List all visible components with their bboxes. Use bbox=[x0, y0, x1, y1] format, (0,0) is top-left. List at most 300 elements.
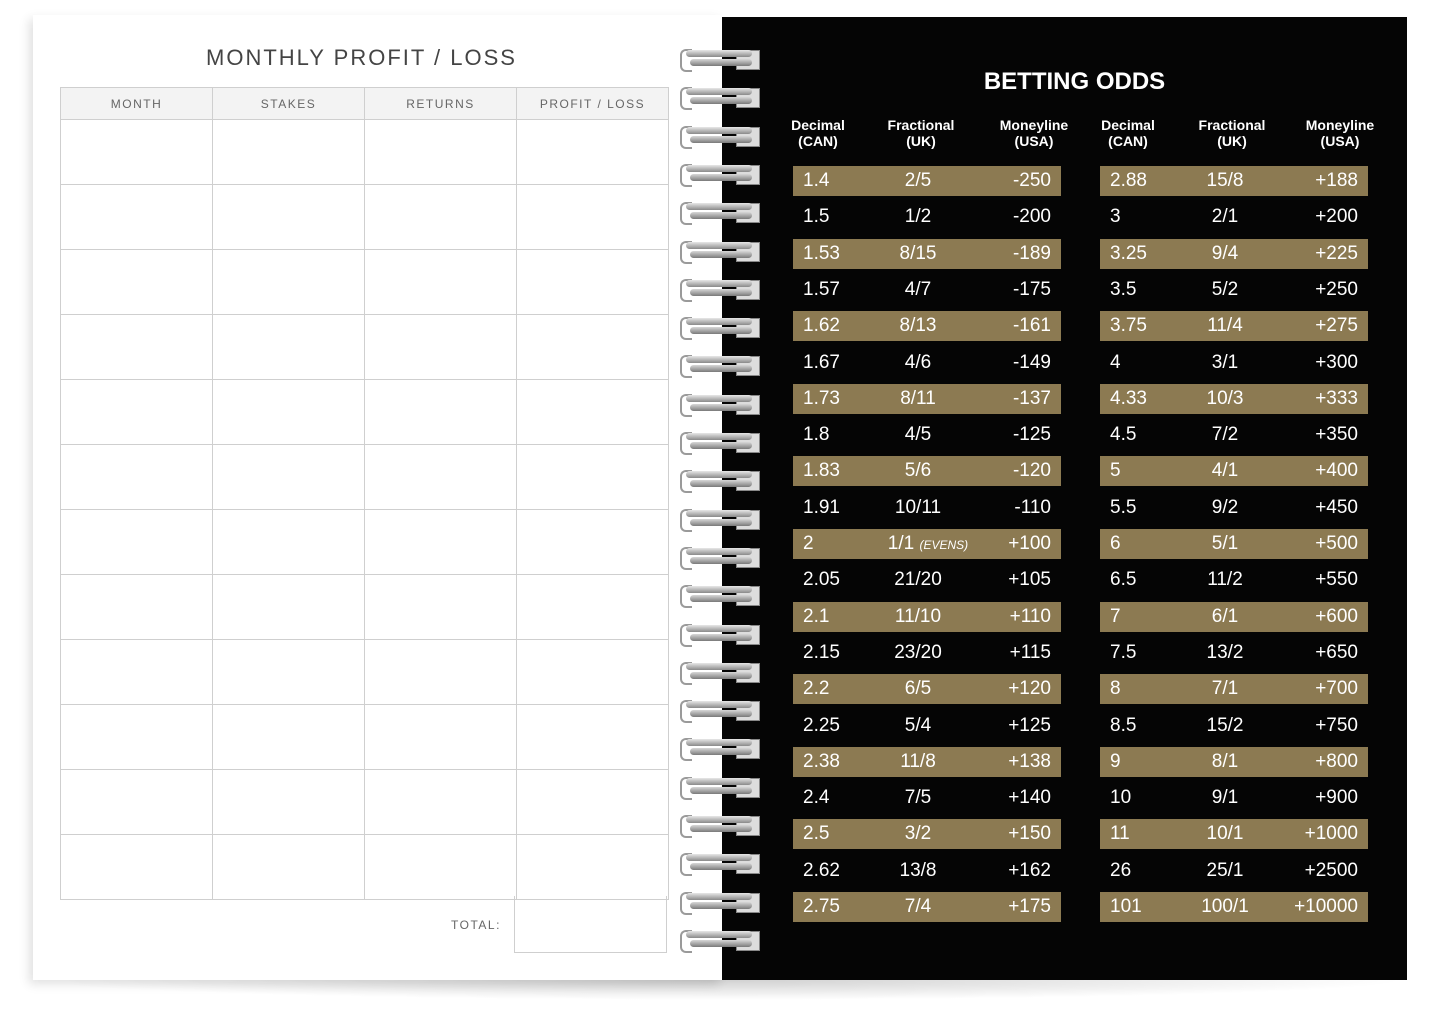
fractional-value: 8/13 bbox=[899, 315, 937, 337]
table-row bbox=[61, 640, 669, 705]
moneyline-odds: -149 bbox=[1012, 351, 1051, 373]
fractional-odds bbox=[853, 348, 983, 378]
odds-row bbox=[1100, 202, 1368, 232]
decimal-odds: 2.05 bbox=[803, 569, 840, 591]
fractional-odds bbox=[853, 166, 983, 196]
fractional-value: 9/4 bbox=[1211, 242, 1239, 264]
decimal-odds: 1.91 bbox=[803, 496, 840, 518]
moneyline-odds: -120 bbox=[1012, 460, 1051, 482]
header-returns: RETURNS bbox=[365, 88, 517, 120]
odds-row bbox=[793, 239, 1061, 269]
fractional-odds bbox=[1160, 856, 1290, 886]
fractional-odds bbox=[1160, 783, 1290, 813]
decimal-odds: 4.5 bbox=[1110, 424, 1137, 446]
fractional-odds bbox=[1160, 493, 1290, 523]
fractional-value: 6/5 bbox=[904, 678, 932, 700]
moneyline-odds: +150 bbox=[1008, 823, 1051, 845]
page-title: MONTHLY PROFIT / LOSS bbox=[206, 45, 517, 70]
fractional-odds bbox=[853, 674, 983, 704]
spiral-coil bbox=[678, 623, 764, 645]
fractional-value: 1/1 bbox=[887, 533, 915, 554]
fractional-value: 11/2 bbox=[1207, 569, 1243, 591]
decimal-odds: 8.5 bbox=[1110, 714, 1137, 736]
spiral-coil bbox=[678, 201, 764, 223]
total-label: TOTAL: bbox=[451, 918, 501, 932]
odds-row bbox=[793, 348, 1061, 378]
odds-row bbox=[793, 311, 1061, 341]
fractional-odds bbox=[1160, 166, 1290, 196]
moneyline-odds: +110 bbox=[1009, 605, 1051, 627]
decimal-odds: 7.5 bbox=[1110, 641, 1137, 663]
fractional-odds bbox=[853, 456, 983, 486]
fractional-value: 7/5 bbox=[904, 787, 932, 809]
table-cell[interactable] bbox=[365, 315, 517, 380]
moneyline-odds: +750 bbox=[1315, 714, 1358, 736]
table-cell[interactable] bbox=[213, 705, 365, 770]
table-cell[interactable] bbox=[61, 835, 213, 900]
odds-row bbox=[1100, 602, 1368, 632]
table-row bbox=[61, 120, 669, 185]
fractional-value: 5/2 bbox=[1211, 278, 1239, 300]
fractional-value: 5/4 bbox=[904, 714, 932, 736]
table-cell[interactable] bbox=[517, 120, 669, 185]
spiral-coil bbox=[678, 852, 764, 874]
moneyline-odds: +300 bbox=[1315, 351, 1358, 373]
table-cell[interactable] bbox=[213, 510, 365, 575]
table-cell[interactable] bbox=[517, 185, 669, 250]
odds-row bbox=[793, 819, 1061, 849]
spiral-coil bbox=[678, 737, 764, 759]
table-cell[interactable] bbox=[213, 445, 365, 510]
decimal-odds: 1.83 bbox=[803, 460, 840, 482]
spiral-binding bbox=[678, 40, 768, 960]
odds-column-header bbox=[1078, 117, 1178, 149]
odds-row bbox=[793, 856, 1061, 886]
table-cell[interactable] bbox=[517, 315, 669, 380]
column-header-line2: (CAN) bbox=[798, 133, 838, 149]
fractional-value: 13/8 bbox=[899, 859, 937, 881]
fractional-value: 5/1 bbox=[1211, 533, 1239, 554]
moneyline-odds: +1000 bbox=[1304, 823, 1358, 845]
fractional-odds bbox=[853, 638, 983, 668]
fractional-odds bbox=[853, 275, 983, 305]
decimal-odds: 2 bbox=[803, 533, 814, 554]
fractional-odds bbox=[1160, 420, 1290, 450]
odds-row bbox=[1100, 239, 1368, 269]
table-cell[interactable] bbox=[517, 770, 669, 835]
decimal-odds: 1.53 bbox=[803, 242, 840, 264]
table-row bbox=[61, 770, 669, 835]
decimal-odds: 1.4 bbox=[803, 170, 830, 191]
odds-row bbox=[793, 674, 1061, 704]
spiral-coil bbox=[678, 776, 764, 798]
fractional-value: 4/1 bbox=[1211, 460, 1239, 482]
table-cell[interactable] bbox=[517, 510, 669, 575]
fractional-odds bbox=[853, 493, 983, 523]
fractional-odds bbox=[853, 711, 983, 741]
spiral-coil bbox=[678, 508, 764, 530]
decimal-odds: 8 bbox=[1110, 678, 1121, 700]
decimal-odds: 2.62 bbox=[803, 859, 840, 881]
table-cell[interactable] bbox=[365, 705, 517, 770]
moneyline-odds: -175 bbox=[1012, 278, 1051, 300]
column-header-line1: Fractional bbox=[887, 117, 955, 133]
moneyline-odds: +115 bbox=[1009, 641, 1051, 663]
fractional-odds bbox=[1160, 892, 1290, 922]
decimal-odds: 2.75 bbox=[803, 896, 840, 917]
decimal-odds: 3 bbox=[1110, 206, 1121, 228]
moneyline-odds: +138 bbox=[1008, 750, 1051, 772]
fractional-odds bbox=[853, 602, 983, 632]
table-row bbox=[61, 250, 669, 315]
odds-row bbox=[793, 384, 1061, 414]
moneyline-odds: -200 bbox=[1012, 206, 1051, 228]
spiral-coil bbox=[678, 354, 764, 376]
total-box bbox=[514, 896, 667, 953]
fractional-odds bbox=[853, 384, 983, 414]
column-header-line2: (CAN) bbox=[1108, 133, 1148, 149]
fractional-value: 15/8 bbox=[1206, 170, 1244, 191]
odds-row bbox=[793, 565, 1061, 595]
odds-row bbox=[1100, 275, 1368, 305]
table-row bbox=[61, 835, 669, 900]
table-cell[interactable] bbox=[213, 575, 365, 640]
decimal-odds: 2.88 bbox=[1110, 170, 1147, 191]
decimal-odds: 10 bbox=[1110, 787, 1132, 809]
moneyline-odds: +140 bbox=[1008, 787, 1051, 809]
moneyline-odds: -161 bbox=[1012, 315, 1051, 337]
odds-row bbox=[793, 638, 1061, 668]
odds-row bbox=[793, 456, 1061, 486]
odds-row bbox=[1100, 819, 1368, 849]
moneyline-odds: +333 bbox=[1315, 387, 1358, 409]
column-header-line2: (USA) bbox=[1014, 133, 1054, 149]
fractional-value: 3/2 bbox=[904, 823, 932, 845]
odds-row bbox=[1100, 529, 1368, 559]
table-row bbox=[61, 445, 669, 510]
table-cell[interactable] bbox=[365, 120, 517, 185]
fractional-value: 6/1 bbox=[1211, 605, 1239, 627]
odds-title: BETTING ODDS bbox=[983, 68, 1166, 95]
odds-row bbox=[793, 711, 1061, 741]
fractional-odds bbox=[1160, 456, 1290, 486]
odds-row bbox=[793, 420, 1061, 450]
moneyline-odds: +650 bbox=[1315, 641, 1358, 663]
moneyline-odds: +105 bbox=[1008, 569, 1051, 591]
table-cell[interactable] bbox=[61, 575, 213, 640]
spiral-coil bbox=[678, 469, 764, 491]
fractional-value: 4/6 bbox=[904, 351, 932, 373]
fractional-odds bbox=[1160, 311, 1290, 341]
table-row bbox=[61, 575, 669, 640]
decimal-odds: 6 bbox=[1110, 533, 1121, 554]
fractional-odds bbox=[1160, 275, 1290, 305]
fractional-odds bbox=[853, 239, 983, 269]
odds-row bbox=[793, 493, 1061, 523]
odds-row bbox=[793, 275, 1061, 305]
table-cell[interactable] bbox=[517, 575, 669, 640]
column-header-line1: Moneyline bbox=[999, 117, 1069, 133]
odds-row bbox=[1100, 420, 1368, 450]
odds-row bbox=[1100, 747, 1368, 777]
table-cell[interactable] bbox=[213, 380, 365, 445]
decimal-odds: 3.5 bbox=[1110, 278, 1137, 300]
fractional-odds bbox=[1160, 602, 1290, 632]
fractional-value: 10/1 bbox=[1206, 823, 1244, 845]
table-cell[interactable] bbox=[61, 640, 213, 705]
fractional-odds bbox=[1160, 711, 1290, 741]
spiral-coil bbox=[678, 316, 764, 338]
odds-row bbox=[793, 166, 1061, 196]
table-cell[interactable] bbox=[61, 315, 213, 380]
table-cell[interactable] bbox=[61, 770, 213, 835]
spiral-coil bbox=[678, 546, 764, 568]
table-cell[interactable] bbox=[61, 120, 213, 185]
table-header-row bbox=[61, 88, 669, 120]
odds-row bbox=[793, 747, 1061, 777]
odds-row bbox=[793, 892, 1061, 922]
odds-row bbox=[1100, 493, 1368, 523]
table-cell[interactable] bbox=[365, 185, 517, 250]
table-cell[interactable] bbox=[61, 445, 213, 510]
decimal-odds: 2.38 bbox=[803, 750, 840, 772]
fractional-value: 2/5 bbox=[904, 170, 932, 191]
column-header-line2: (UK) bbox=[1217, 133, 1247, 149]
moneyline-odds: +225 bbox=[1315, 242, 1358, 264]
spiral-coil bbox=[678, 431, 764, 453]
fractional-odds bbox=[1160, 202, 1290, 232]
table-cell[interactable] bbox=[517, 705, 669, 770]
fractional-odds bbox=[1160, 239, 1290, 269]
fractional-odds bbox=[1160, 674, 1290, 704]
header-month: MONTH bbox=[61, 88, 213, 120]
table-cell[interactable] bbox=[61, 380, 213, 445]
header-profit-loss: PROFIT / LOSS bbox=[517, 88, 669, 120]
fractional-odds bbox=[853, 420, 983, 450]
decimal-odds: 2.2 bbox=[803, 678, 830, 700]
fractional-odds bbox=[1160, 565, 1290, 595]
table-cell[interactable] bbox=[365, 250, 517, 315]
fractional-value: 100/1 bbox=[1201, 896, 1249, 917]
fractional-odds bbox=[1160, 348, 1290, 378]
decimal-odds: 4.33 bbox=[1110, 387, 1147, 409]
left-page bbox=[33, 15, 723, 980]
moneyline-odds: +400 bbox=[1315, 460, 1358, 482]
table-cell[interactable] bbox=[517, 835, 669, 900]
fractional-odds bbox=[1160, 747, 1290, 777]
table-cell[interactable] bbox=[213, 835, 365, 900]
decimal-odds: 1.57 bbox=[803, 278, 840, 300]
decimal-odds: 1.5 bbox=[803, 206, 830, 228]
table-cell[interactable] bbox=[365, 575, 517, 640]
fractional-odds bbox=[1160, 529, 1290, 559]
odds-row bbox=[793, 529, 1061, 559]
fractional-odds bbox=[853, 565, 983, 595]
decimal-odds: 2.15 bbox=[803, 641, 840, 663]
fractional-odds bbox=[863, 529, 993, 559]
table-cell[interactable] bbox=[213, 640, 365, 705]
table-cell[interactable] bbox=[365, 640, 517, 705]
odds-row bbox=[793, 202, 1061, 232]
moneyline-odds: +10000 bbox=[1294, 896, 1358, 917]
moneyline-odds: +600 bbox=[1315, 605, 1358, 627]
decimal-odds: 3.75 bbox=[1110, 315, 1147, 337]
odds-row bbox=[1100, 856, 1368, 886]
fractional-odds bbox=[1160, 638, 1290, 668]
spiral-coil bbox=[678, 891, 764, 913]
decimal-odds: 1.62 bbox=[803, 315, 840, 337]
odds-column-header bbox=[1182, 117, 1282, 149]
odds-row bbox=[793, 602, 1061, 632]
odds-row bbox=[1100, 638, 1368, 668]
header-stakes: STAKES bbox=[213, 88, 365, 120]
odds-column-header bbox=[768, 117, 868, 149]
fractional-value: 5/6 bbox=[904, 460, 932, 482]
decimal-odds: 11 bbox=[1110, 823, 1130, 845]
table-cell[interactable] bbox=[213, 250, 365, 315]
table-cell[interactable] bbox=[61, 510, 213, 575]
spiral-coil bbox=[678, 584, 764, 606]
fractional-value: 13/2 bbox=[1206, 641, 1244, 663]
fractional-value: 15/2 bbox=[1206, 714, 1244, 736]
fractional-value: 10/11 bbox=[894, 496, 942, 518]
table-cell[interactable] bbox=[365, 445, 517, 510]
fractional-value: 25/1 bbox=[1206, 859, 1244, 881]
table-cell[interactable] bbox=[517, 640, 669, 705]
moneyline-odds: +900 bbox=[1315, 787, 1358, 809]
decimal-odds: 2.5 bbox=[803, 823, 830, 845]
fractional-value: 21/20 bbox=[894, 569, 942, 591]
odds-column-header bbox=[984, 117, 1084, 149]
column-header-line1: Moneyline bbox=[1305, 117, 1375, 133]
decimal-odds: 6.5 bbox=[1110, 569, 1137, 591]
moneyline-odds: +250 bbox=[1315, 278, 1358, 300]
odds-column-header bbox=[871, 117, 971, 149]
decimal-odds: 7 bbox=[1110, 605, 1121, 627]
spiral-coil bbox=[678, 240, 764, 262]
column-header-line1: Decimal bbox=[791, 117, 845, 133]
fractional-odds bbox=[853, 856, 983, 886]
column-header-line2: (USA) bbox=[1320, 133, 1360, 149]
spiral-coil bbox=[678, 699, 764, 721]
moneyline-odds: -110 bbox=[1014, 496, 1051, 518]
table-row bbox=[61, 705, 669, 770]
moneyline-odds: +2500 bbox=[1304, 859, 1358, 881]
decimal-odds: 5.5 bbox=[1110, 496, 1137, 518]
odds-row bbox=[1100, 711, 1368, 741]
moneyline-odds: -189 bbox=[1012, 242, 1051, 264]
moneyline-odds: +450 bbox=[1315, 496, 1358, 518]
spiral-coil bbox=[678, 929, 764, 951]
odds-row bbox=[1100, 565, 1368, 595]
odds-row bbox=[1100, 311, 1368, 341]
table-cell[interactable] bbox=[365, 770, 517, 835]
spiral-coil bbox=[678, 48, 764, 70]
table-cell[interactable] bbox=[365, 510, 517, 575]
table-cell[interactable] bbox=[213, 315, 365, 380]
table-cell[interactable] bbox=[213, 120, 365, 185]
decimal-odds: 9 bbox=[1110, 750, 1121, 772]
moneyline-odds: +125 bbox=[1008, 714, 1051, 736]
fractional-value: 23/20 bbox=[894, 641, 942, 663]
decimal-odds: 26 bbox=[1110, 859, 1132, 881]
table-row bbox=[61, 185, 669, 250]
moneyline-odds: +500 bbox=[1315, 533, 1358, 554]
fractional-value: 1/2 bbox=[904, 206, 932, 228]
odds-row bbox=[1100, 384, 1368, 414]
table-cell[interactable] bbox=[61, 185, 213, 250]
moneyline-odds: +550 bbox=[1315, 569, 1358, 591]
moneyline-odds: +175 bbox=[1008, 896, 1051, 917]
odds-row bbox=[1100, 674, 1368, 704]
spiral-coil bbox=[678, 278, 764, 300]
fractional-value: 11/4 bbox=[1207, 315, 1243, 337]
odds-row bbox=[1100, 783, 1368, 813]
fractional-value: 7/2 bbox=[1211, 424, 1239, 446]
decimal-odds: 5 bbox=[1110, 460, 1121, 482]
decimal-odds: 1.67 bbox=[803, 351, 840, 373]
spiral-coil bbox=[678, 661, 764, 683]
fractional-value: 3/1 bbox=[1211, 351, 1239, 373]
odds-row bbox=[793, 783, 1061, 813]
table-cell[interactable] bbox=[517, 380, 669, 445]
fractional-odds bbox=[853, 819, 983, 849]
table-cell[interactable] bbox=[365, 380, 517, 445]
fractional-value: 7/1 bbox=[1211, 678, 1239, 700]
spiral-coil bbox=[678, 163, 764, 185]
table-cell[interactable] bbox=[61, 250, 213, 315]
moneyline-odds: +275 bbox=[1315, 315, 1358, 337]
fractional-value: 2/1 bbox=[1211, 206, 1239, 228]
moneyline-odds: +200 bbox=[1315, 206, 1358, 228]
moneyline-odds: +100 bbox=[1008, 533, 1051, 554]
table-cell[interactable] bbox=[213, 185, 365, 250]
profit-loss-table bbox=[60, 87, 669, 900]
spiral-coil bbox=[678, 814, 764, 836]
fractional-value: 4/5 bbox=[904, 424, 932, 446]
fractional-odds bbox=[1160, 819, 1290, 849]
decimal-odds: 101 bbox=[1110, 896, 1142, 917]
decimal-odds: 2.25 bbox=[803, 714, 840, 736]
fractional-odds bbox=[853, 747, 983, 777]
column-header-line1: Fractional bbox=[1198, 117, 1266, 133]
moneyline-odds: +800 bbox=[1315, 750, 1358, 772]
spiral-coil bbox=[678, 125, 764, 147]
column-header-line1: Decimal bbox=[1101, 117, 1155, 133]
odds-row bbox=[1100, 456, 1368, 486]
table-cell[interactable] bbox=[365, 835, 517, 900]
table-cell[interactable] bbox=[213, 770, 365, 835]
table-cell[interactable] bbox=[517, 445, 669, 510]
column-header-line2: (UK) bbox=[906, 133, 936, 149]
fractional-value: 11/8 bbox=[900, 750, 936, 772]
fractional-value: 7/4 bbox=[904, 896, 932, 917]
table-cell[interactable] bbox=[517, 250, 669, 315]
table-cell[interactable] bbox=[61, 705, 213, 770]
fractional-value: 9/1 bbox=[1211, 787, 1239, 809]
fractional-value: 8/15 bbox=[899, 242, 937, 264]
odds-row bbox=[1100, 892, 1368, 922]
fractional-odds bbox=[1160, 384, 1290, 414]
table-row bbox=[61, 510, 669, 575]
fractional-odds bbox=[853, 892, 983, 922]
moneyline-odds: +700 bbox=[1315, 678, 1358, 700]
table-row bbox=[61, 315, 669, 380]
decimal-odds: 2.4 bbox=[803, 787, 830, 809]
moneyline-odds: -250 bbox=[1012, 170, 1051, 191]
moneyline-odds: -137 bbox=[1012, 387, 1051, 409]
fractional-value: 4/7 bbox=[904, 278, 932, 300]
